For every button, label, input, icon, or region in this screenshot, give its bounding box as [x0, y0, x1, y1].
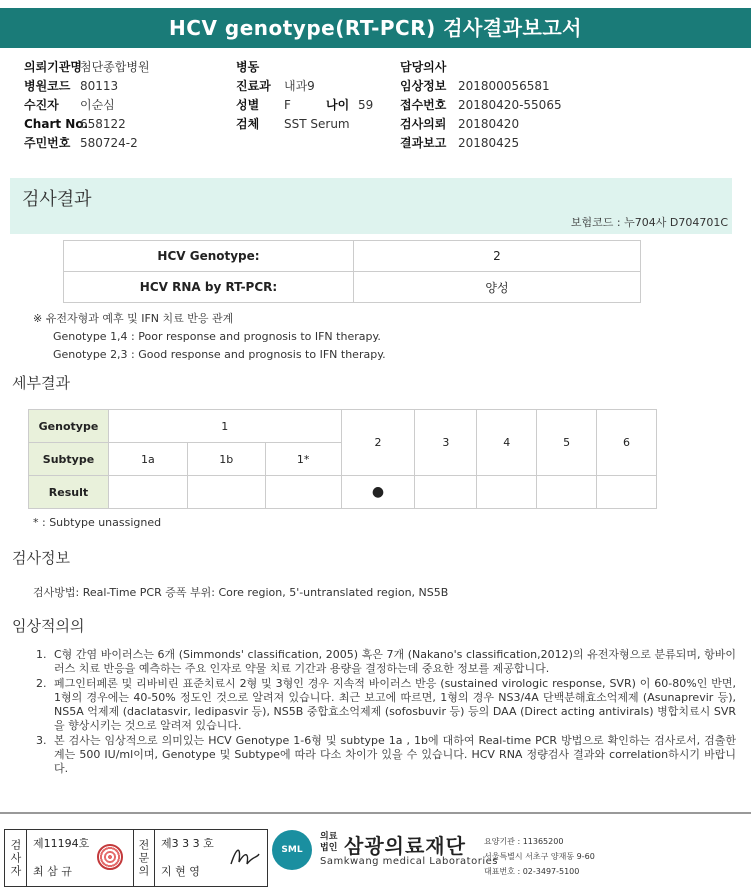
value-clinical-info: 201800056581 [458, 79, 550, 93]
report-title: HCV genotype(RT-PCR) 검사결과보고서 [0, 8, 751, 48]
item-text: 본 검사는 임상적으로 의미있는 HCV Genotype 1-6형 및 subtype 1a , 1b에 대하여 Real-time PCR 방법으로 확인하는 검사로서, 검출한계는 500 IU/ml이며, Genotype 및 Subtype에 따라 다소 차이가 있을 수 있습니다. HCV RNA 정량검사 결과와 correlation하시기 바랍니다. [54, 734, 736, 775]
contact-line: 요양기관 : 11365200 [484, 837, 564, 846]
value-resident-no: 580724-2 [80, 136, 138, 150]
specialist-info [161, 830, 214, 886]
value-patient: 이순심 [80, 98, 115, 112]
org-name-english: Samkwang medical Laboratories [320, 856, 498, 867]
tester-no: 제11194호 [33, 837, 90, 850]
insurance-code: 보험코드 : 누704사 D704701C [570, 216, 728, 229]
item-number: 1. [36, 648, 47, 661]
label-patient: 수진자 [24, 98, 59, 112]
genotype-value: 2 [354, 241, 641, 272]
label-specimen: 검체 [236, 117, 260, 131]
genotype-6-cell: 6 [597, 410, 657, 476]
ifn-note-title: ※ 유전자형과 예후 및 IFN 치료 반응 관계 [33, 312, 234, 325]
result-4-cell [477, 476, 537, 509]
genotype-detail-table [28, 409, 657, 509]
label-ward: 병동 [236, 60, 260, 74]
rna-value: 양성 [354, 272, 641, 303]
seal-stamp-icon [97, 844, 123, 870]
label-sex: 성별 [236, 98, 260, 112]
org-name: 삼광의료재단 [344, 834, 466, 858]
signature-box [4, 829, 268, 887]
label-result-report: 결과보고 [400, 136, 447, 150]
label-physician: 담당의사 [400, 60, 447, 74]
table-row [29, 410, 657, 443]
genotype-4-cell: 4 [477, 410, 537, 476]
label-hospital-code: 병원코드 [24, 79, 71, 93]
clinical-title: 임상적의의 [12, 617, 85, 635]
item-number: 2. [36, 677, 47, 690]
label-clinical-info: 임상정보 [400, 79, 447, 93]
label-reception-no: 접수번호 [400, 98, 447, 112]
specialist-name: 지 현 영 [161, 865, 200, 878]
subtype-1b-cell: 1b [187, 443, 265, 476]
org-contact [484, 834, 595, 879]
label-chart-no: Chart No. [24, 117, 89, 131]
signature-icon [227, 844, 261, 872]
result-5-cell [537, 476, 597, 509]
ifn-note [33, 310, 386, 364]
value-reception-no: 20180420-55065 [458, 98, 562, 112]
list-item [36, 734, 736, 776]
test-info-title: 검사정보 [12, 549, 70, 567]
label-resident-no: 주민번호 [24, 136, 71, 150]
tester-info [33, 830, 89, 886]
genotype-5-cell: 5 [537, 410, 597, 476]
result-6-cell [597, 476, 657, 509]
subtype-header: Subtype [29, 443, 109, 476]
ifn-note-line: Genotype 2,3 : Good response and prognosis to IFN therapy. [53, 348, 386, 361]
genotype-2-cell: 2 [341, 410, 415, 476]
result-2-marker: ● [341, 476, 415, 509]
label-age: 나이 [326, 98, 350, 112]
list-item [36, 677, 736, 733]
org-type [320, 832, 337, 854]
item-text: 페그인터페론 및 리바비린 표준치료시 2형 및 3형인 경우 지속적 바이러스 반응 (sustained virologic response, SVR) 이 60-80%인 반면, 1형의 경우에는 40-50% 정도인 것으로 알려져 있습니다. 최근 보고에 따르면, 1형의 경우 NS3/4A 단백분해효소억제제 (Asunaprevir 등), NS5A 억제제 (daclatasvir, ledipasvir 등), NS5B 중합효소억제제 (sofosbuvir 등) 등의 DAA (Direct acting antivirals) 병합치료시 SVR을 향상시키는 것으로 알려져 있습니다. [54, 677, 736, 732]
value-department: 내과9 [284, 79, 315, 93]
value-sex: F [284, 98, 291, 112]
patient-info-col3 [400, 58, 562, 153]
org-type-line2: 법인 [320, 843, 338, 853]
item-text: C형 간염 바이러스는 6개 (Simmonds' classification, 2005) 혹은 7개 (Nakano's classification,2012)의 유전자형으로 분류되며, 항바이러스 치료 반응을 예측하는 주요 인자로 약물 치료 기간과 용량을 결정하는데 중요한 정보를 제공합니다. [54, 648, 736, 675]
rna-label: HCV RNA by RT-PCR: [64, 272, 354, 303]
report-footer [0, 812, 751, 893]
result-1star-cell [265, 476, 341, 509]
results-table [63, 240, 641, 303]
result-1a-cell [108, 476, 187, 509]
specialist-label: 전문의 [133, 830, 155, 886]
table-row [29, 476, 657, 509]
value-result-report: 20180425 [458, 136, 520, 150]
result-1b-cell [187, 476, 265, 509]
results-section-title: 검사결과 [22, 189, 92, 210]
results-section-header [10, 178, 732, 234]
value-specimen: SST Serum [284, 117, 350, 131]
table-row [64, 241, 641, 272]
contact-line: 서울특별시 서초구 양재동 9-60 [484, 852, 595, 861]
ifn-note-line: Genotype 1,4 : Poor response and prognosis to IFN therapy. [53, 330, 381, 343]
genotype-1-cell: 1 [108, 410, 341, 443]
genotype-3-cell: 3 [415, 410, 477, 476]
tester-label: 검사자 [5, 830, 27, 886]
value-requesting-institution: 첨단종합병원 [80, 60, 150, 74]
result-header: Result [29, 476, 109, 509]
subtype-1a-cell: 1a [108, 443, 187, 476]
genotype-header: Genotype [29, 410, 109, 443]
label-department: 진료과 [236, 79, 271, 93]
detail-section-title: 세부결과 [12, 374, 70, 392]
sml-logo-icon: SML [272, 830, 312, 870]
value-hospital-code: 80113 [80, 79, 119, 93]
label-test-request: 검사의뢰 [400, 117, 447, 131]
label-requesting-institution: 의뢰기관명 [24, 60, 82, 74]
patient-info-col1 [24, 58, 150, 153]
table-row [64, 272, 641, 303]
clinical-significance [36, 648, 736, 777]
contact-line: 대표번호 : 02-3497-5100 [484, 867, 580, 876]
list-item [36, 648, 736, 676]
subtype-footnote: * : Subtype unassigned [33, 516, 162, 529]
value-age: 59 [358, 98, 374, 112]
subtype-1star-cell: 1* [265, 443, 341, 476]
value-chart-no: 658122 [80, 117, 126, 131]
specialist-no: 제3 3 3 호 [161, 837, 214, 850]
test-method: 검사방법: Real-Time PCR 증폭 부위: Core region, 5'-untranslated region, NS5B [33, 586, 449, 599]
patient-info-col2 [236, 58, 373, 134]
genotype-label: HCV Genotype: [64, 241, 354, 272]
result-3-cell [415, 476, 477, 509]
tester-name: 최 삼 규 [33, 865, 72, 878]
item-number: 3. [36, 734, 47, 747]
value-test-request: 20180420 [458, 117, 520, 131]
org-type-line1: 의료 [320, 832, 338, 842]
